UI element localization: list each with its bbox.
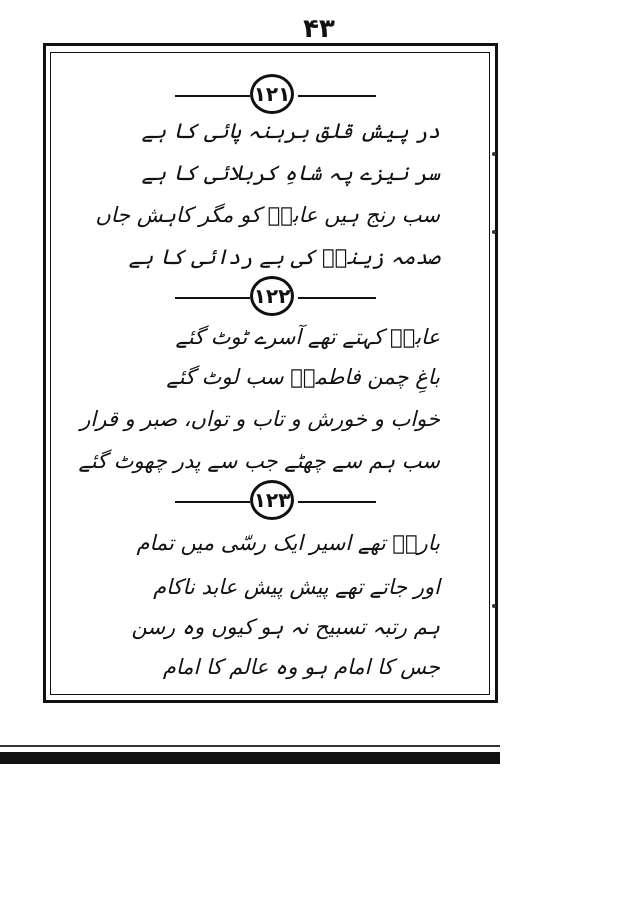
verse-line: خواب و خورش و تاب و تواں، صبر و قرار bbox=[80, 407, 440, 431]
page-number: ۴۳ bbox=[303, 14, 335, 44]
header-rule bbox=[298, 95, 376, 97]
verse-line: در پیش قلق برہنہ پائی کا ہے bbox=[141, 119, 440, 143]
verse-line: اور جاتے تھے پیش پیش عابد ناکام bbox=[153, 575, 440, 599]
verse-line: سب ہم سے چھٹے جب سے پدر چھوٹ گئے bbox=[78, 449, 440, 473]
verse-line: جس کا امام ہو وہ عالم کا امام bbox=[162, 655, 440, 679]
verse-line: صدمہ زینبؑ کی بے ردائی کا ہے bbox=[128, 245, 440, 269]
margin-mark bbox=[492, 152, 496, 156]
stanza-header bbox=[50, 480, 490, 524]
header-rule bbox=[298, 297, 376, 299]
verse-line: عابدؑ کہتے تھے آسرے ٹوٹ گئے bbox=[175, 325, 440, 349]
stanza-number-badge: ۱۲۳ bbox=[250, 480, 294, 520]
verse-line: ہم رتبہ تسبیح نہ ہو کیوں وہ رسن bbox=[131, 615, 440, 639]
stanza-header bbox=[50, 74, 490, 118]
bottom-rule-thin bbox=[0, 745, 500, 747]
margin-mark bbox=[492, 230, 496, 234]
stanza-number-badge: ۱۲۲ bbox=[250, 276, 294, 316]
stanza-header bbox=[50, 276, 490, 320]
bottom-rule bbox=[0, 752, 500, 764]
verse-line: سب رنج ہیں عابدؑ کو مگر کاہش جاں bbox=[95, 203, 440, 227]
verse-line: بارہؑ تھے اسیر ایک رسّی میں تمام bbox=[136, 531, 440, 555]
header-rule bbox=[175, 297, 250, 299]
verse-line: باغِ چمن فاطمہؑ سب لوٹ گئے bbox=[166, 365, 440, 389]
header-rule bbox=[298, 501, 376, 503]
margin-mark bbox=[492, 604, 496, 608]
header-rule bbox=[175, 95, 250, 97]
stanza-number-badge: ۱۲۱ bbox=[250, 74, 294, 114]
header-rule bbox=[175, 501, 250, 503]
verse-line: سر نیزے پہ شاہِ کربلائی کا ہے bbox=[141, 161, 440, 185]
